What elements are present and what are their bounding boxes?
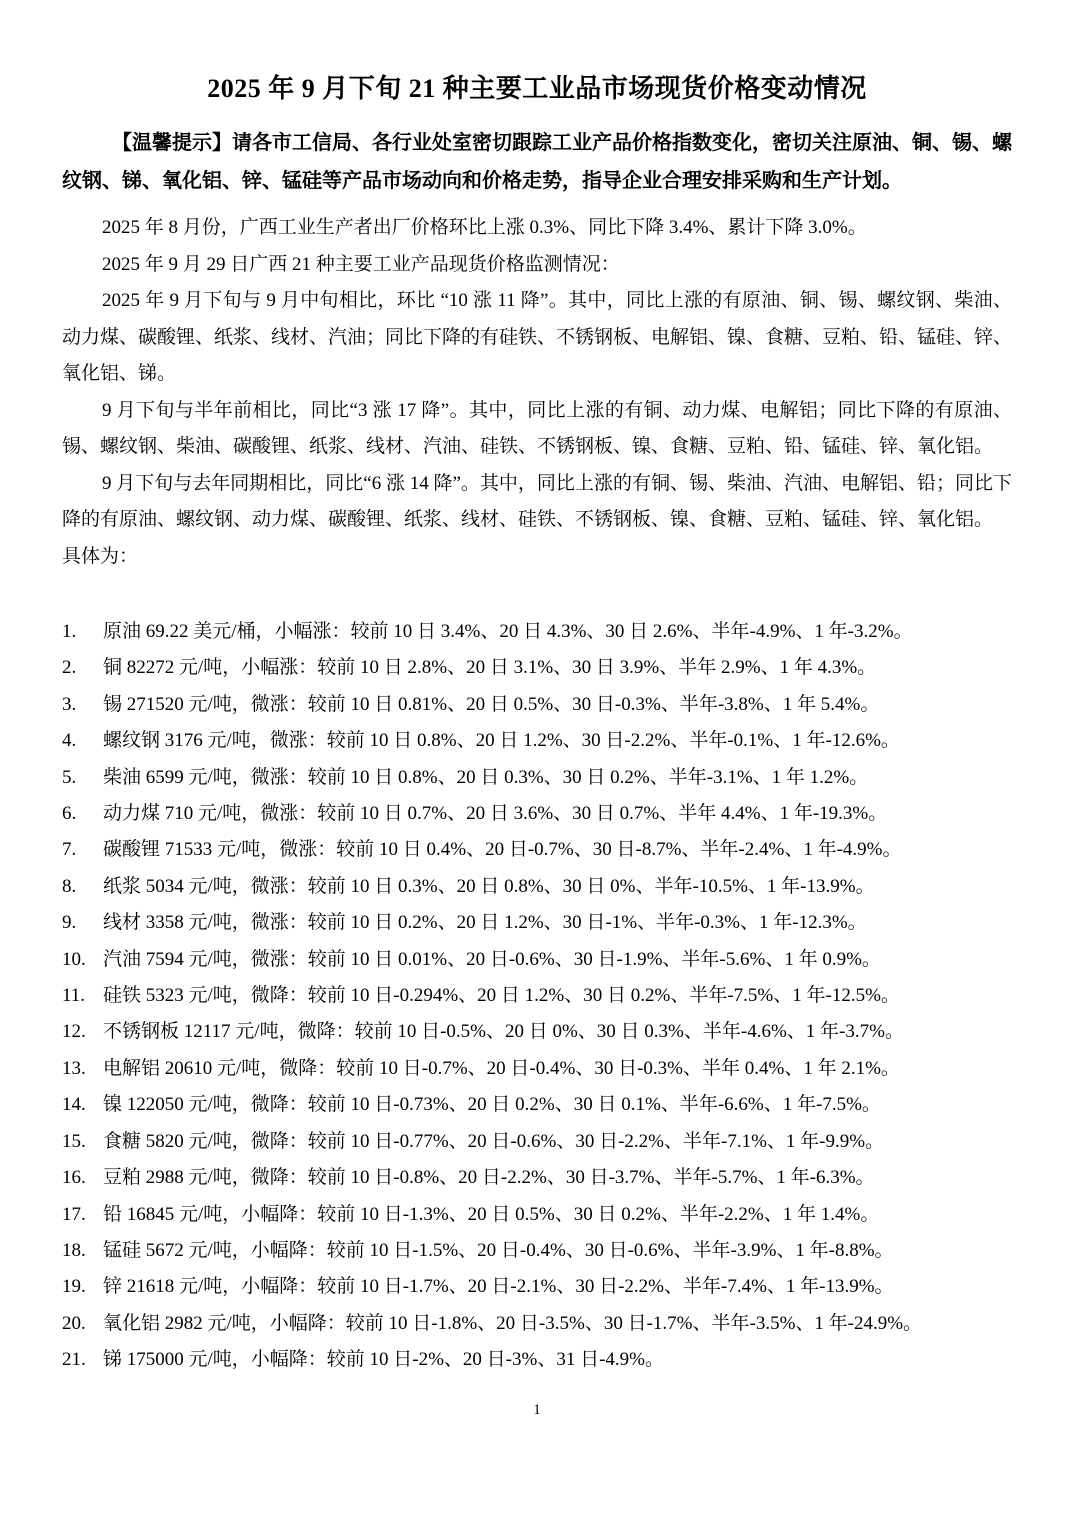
item-number: 5. [62,766,77,788]
item-text: 锰硅 5672 元/吨，小幅降：较前 10 日-1.5%、20 日-0.4%、30 日-0.6%、半年-3.9%、1 年-8.8%。 [103,1239,894,1261]
item-number: 16. [62,1167,86,1189]
list-item [62,1342,1012,1378]
list-item [62,1233,1012,1269]
item-text: 动力煤 710 元/吨，微涨：较前 10 日 0.7%、20 日 3.6%、30 日 0.7%、半年 4.4%、1 年-19.3%。 [103,803,888,825]
page-number: 1 [533,1402,541,1418]
list-item [62,1051,1012,1087]
list-item [62,1306,1012,1342]
item-text: 硅铁 5323 元/吨，微降：较前 10 日-0.294%、20 日 1.2%、30 日 0.2%、半年-7.5%、1 年-12.5%。 [103,985,900,1007]
item-text: 食糖 5820 元/吨，微降：较前 10 日-0.77%、20 日-0.6%、30 日-2.2%、半年-7.1%、1 年-9.9%。 [103,1130,885,1152]
list-item [62,869,1012,905]
list-item [62,1269,1012,1305]
item-number: 20. [62,1312,86,1334]
item-number: 2. [62,657,77,679]
body-paragraph-1: 2025 年 8 月份，广西工业生产者出厂价格环比上涨 0.3%、同比下降 3.4%、累计下降 3.0%。 [102,217,867,238]
body-paragraph-3: 2025 年 9 月下旬与 9 月中旬相比，环比 “10 涨 11 降”。其中，同比上涨的有原油、铜、锡、螺纹钢、柴油、动力煤、碳酸锂、纸浆、线材、汽油；同比下降的有硅铁、不锈钢板、电解铝、镍、食糖、豆粕、铅、锰硅、锌、氧化铝、锑。 [62,290,1013,384]
item-number: 21. [62,1349,86,1371]
item-text: 豆粕 2988 元/吨，微降：较前 10 日-0.8%、20 日-2.2%、30 日-3.7%、半年-5.7%、1 年-6.3%。 [103,1167,875,1189]
item-number: 15. [62,1130,86,1152]
item-text: 汽油 7594 元/吨，微涨：较前 10 日 0.01%、20 日-0.6%、30 日-1.9%、半年-5.6%、1 年 0.9%。 [103,948,881,970]
item-text: 锑 175000 元/吨，小幅降：较前 10 日-2%、20 日-3%、31 日-4.9%。 [103,1349,664,1371]
item-number: 13. [62,1057,86,1079]
item-text: 电解铝 20610 元/吨，微降：较前 10 日-0.7%、20 日-0.4%、30 日-0.3%、半年 0.4%、1 年 2.1%。 [103,1057,900,1079]
item-text: 铜 82272 元/吨，小幅涨：较前 10 日 2.8%、20 日 3.1%、30 日 3.9%、半年 2.9%、1 年 4.3%。 [103,657,877,679]
item-number: 14. [62,1094,86,1116]
price-list [62,614,1012,1379]
item-text: 碳酸锂 71533 元/吨，微涨：较前 10 日 0.4%、20 日-0.7%、30 日-8.7%、半年-2.4%、1 年-4.9%。 [103,839,902,861]
notice-paragraph: 【温馨提示】请各市工信局、各行业处室密切跟踪工业产品价格指数变化，密切关注原油、铜、锡、螺纹钢、锑、氧化铝、锌、锰硅等产品市场动向和价格走势，指导企业合理安排采购和生产计划。 [62,132,1012,192]
item-text: 锌 21618 元/吨，小幅降：较前 10 日-1.7%、20 日-2.1%、30 日-2.2%、半年-7.4%、1 年-13.9%。 [103,1276,894,1298]
item-number: 8. [62,875,77,897]
item-number: 6. [62,803,77,825]
list-item [62,760,1012,796]
item-text: 线材 3358 元/吨，微涨：较前 10 日 0.2%、20 日 1.2%、30 日-1%、半年-0.3%、1 年-12.3%。 [103,912,867,934]
item-number: 7. [62,839,77,861]
body-paragraph-2: 2025 年 9 月 29 日广西 21 种主要工业产品现货价格监测情况： [102,253,620,275]
item-number: 18. [62,1239,86,1261]
list-item [62,942,1012,978]
item-number: 17. [62,1203,86,1225]
item-number: 3. [62,693,77,715]
item-text: 铅 16845 元/吨，小幅降：较前 10 日-1.3%、20 日 0.5%、30 日 0.2%、半年-2.2%、1 年 1.4%。 [103,1203,880,1225]
item-number: 12. [62,1021,86,1043]
item-number: 11. [62,985,86,1007]
list-item [62,832,1012,868]
item-number: 1. [62,621,77,642]
item-text: 锡 271520 元/吨，微涨：较前 10 日 0.81%、20 日 0.5%、30 日-0.3%、半年-3.8%、1 年 5.4%。 [103,693,880,715]
list-item [62,905,1012,941]
list-item [62,687,1012,723]
list-item [62,1014,1012,1050]
item-text: 不锈钢板 12117 元/吨，微降：较前 10 日-0.5%、20 日 0%、30 日 0.3%、半年-4.6%、1 年-3.7%。 [103,1021,904,1043]
body-paragraph-4: 9 月下旬与半年前相比，同比“3 涨 17 降”。其中，同比上涨的有铜、动力煤、电解铝；同比下降的有原油、锡、螺纹钢、柴油、碳酸锂、纸浆、线材、汽油、硅铁、不锈钢板、镍、食糖、豆粕、铅、锰硅、锌、氧化铝。 [62,399,1012,457]
list-item [62,1197,1012,1233]
list-item [62,614,1012,650]
item-number: 10. [62,948,86,970]
list-intro: 具体为： [62,545,139,567]
list-item [62,1087,1012,1123]
list-item [62,1160,1012,1196]
list-item [62,978,1012,1014]
item-text: 氧化铝 2982 元/吨，小幅降：较前 10 日-1.8%、20 日-3.5%、30 日-1.7%、半年-3.5%、1 年-24.9%。 [103,1312,923,1334]
item-text: 纸浆 5034 元/吨，微涨：较前 10 日 0.3%、20 日 0.8%、30 日 0%、半年-10.5%、1 年-13.9%。 [103,875,875,897]
list-item [62,796,1012,832]
page-title: 2025 年 9 月下旬 21 种主要工业品市场现货价格变动情况 [207,74,867,103]
item-number: 19. [62,1276,86,1298]
item-number: 4. [62,730,77,752]
item-text: 柴油 6599 元/吨，微涨：较前 10 日 0.8%、20 日 0.3%、30 日 0.2%、半年-3.1%、1 年 1.2%。 [103,766,869,788]
list-item [62,650,1012,686]
item-text: 原油 69.22 美元/桶，小幅涨：较前 10 日 3.4%、20 日 4.3%、30 日 2.6%、半年-4.9%、1 年-3.2%。 [103,621,913,642]
list-item [62,1124,1012,1160]
body-paragraph-5: 9 月下旬与去年同期相比，同比“6 涨 14 降”。其中，同比上涨的有铜、锡、柴油、汽油、电解铝、铅；同比下降的有原油、螺纹钢、动力煤、碳酸锂、纸浆、线材、硅铁、不锈钢板、镍、食糖、豆粕、锰硅、锌、氧化铝。 [62,472,1012,530]
item-text: 镍 122050 元/吨，微降：较前 10 日-0.73%、20 日 0.2%、30 日 0.1%、半年-6.6%、1 年-7.5%。 [103,1094,881,1116]
item-number: 9. [62,912,77,934]
item-text: 螺纹钢 3176 元/吨，微涨：较前 10 日 0.8%、20 日 1.2%、30 日-2.2%、半年-0.1%、1 年-12.6%。 [103,730,900,752]
list-item [62,723,1012,759]
